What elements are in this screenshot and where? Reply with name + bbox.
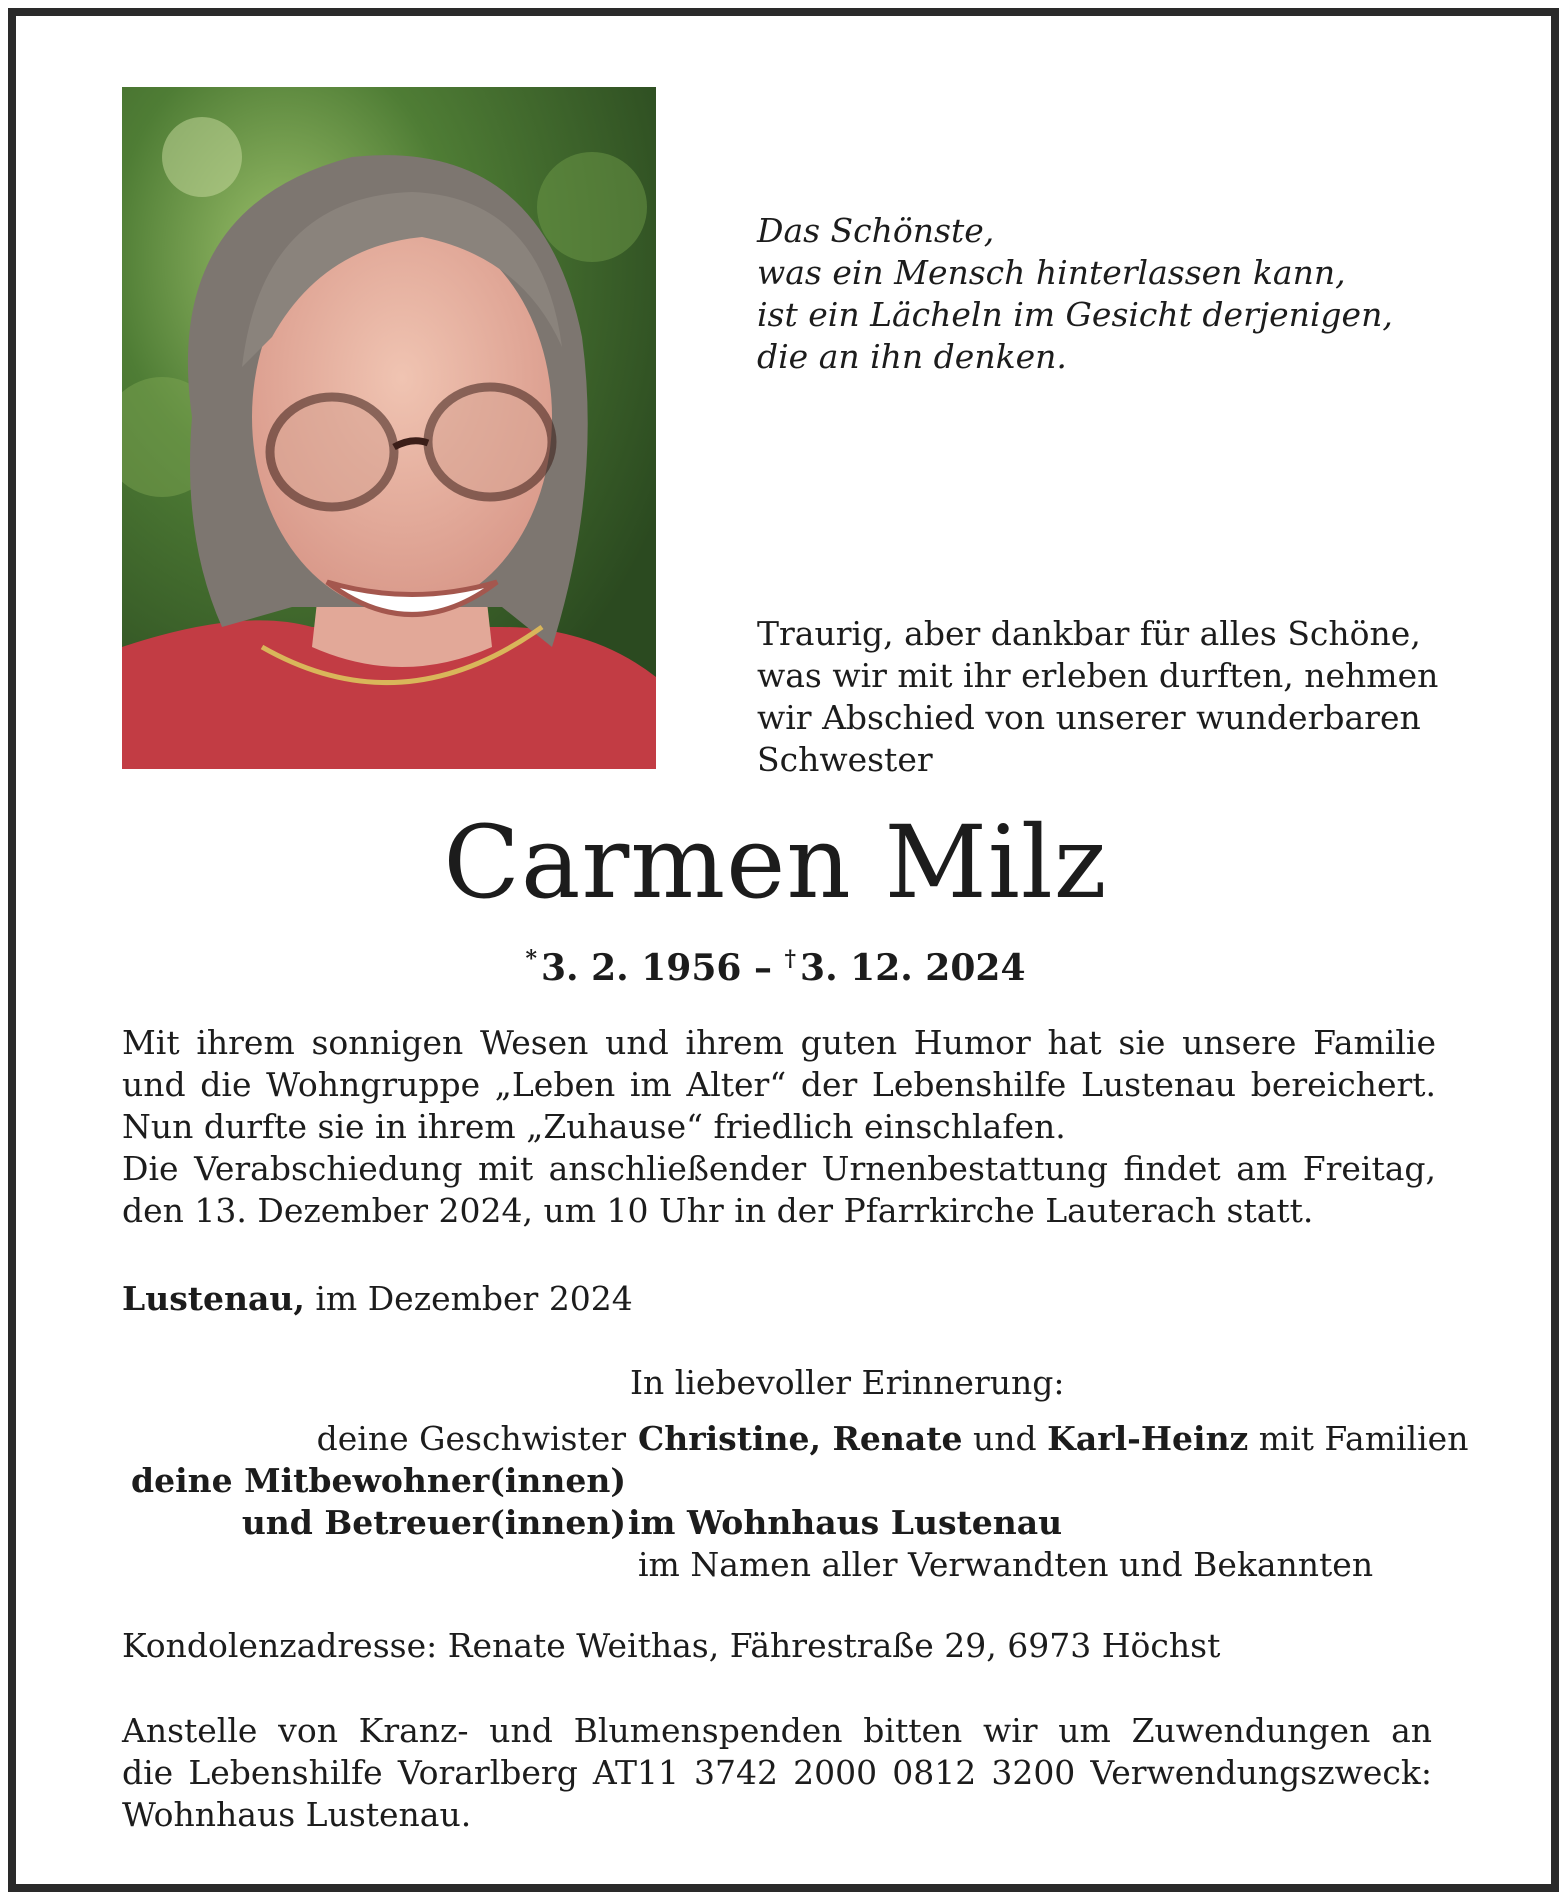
death-date: 3. 12. 2024 xyxy=(800,947,1026,989)
body-line: Die Verabschiedung mit anschließender Urnenbestattung findet am Freitag, xyxy=(122,1149,1436,1188)
intro-text xyxy=(757,613,1438,781)
siblings-names xyxy=(638,1418,1468,1460)
relatives-line: im Namen aller Verwandten und Bekannten xyxy=(638,1545,1374,1584)
birth-date: 3. 2. 1956 xyxy=(541,947,742,989)
cohab-place: im Wohnhaus Lustenau xyxy=(628,1503,1063,1542)
memory-heading: In liebevoller Erinnerung: xyxy=(630,1363,1065,1402)
death-symbol: † xyxy=(784,946,797,972)
deceased-name: Carmen Milz xyxy=(443,804,1108,921)
place-date xyxy=(122,1278,633,1320)
quote-line: was ein Mensch hinterlassen kann, xyxy=(757,253,1346,292)
cohab-title-2-wrap xyxy=(0,1502,626,1544)
sibling-names-1: Christine, Renate xyxy=(638,1419,963,1458)
quote-line: Das Schönste, xyxy=(757,211,995,250)
intro-line: Schwester xyxy=(757,740,933,779)
quote-line: ist ein Lächeln im Gesicht derjenigen, xyxy=(757,295,1393,334)
body-line: Mit ihrem sonnigen Wesen und ihrem guten Humor hat sie unsere Familie xyxy=(122,1023,1436,1062)
intro-line: was wir mit ihr erleben durften, nehmen xyxy=(757,656,1439,695)
cohab-title-2: und Betreuer(innen) xyxy=(241,1503,626,1542)
body-line: den 13. Dezember 2024, um 10 Uhr in der Pfarrkirche Lauterach statt. xyxy=(122,1191,1314,1230)
donation-note xyxy=(122,1710,1432,1836)
donation-line: die Lebenshilfe Vorarlberg AT11 3742 2000 0812 3200 Verwendungszweck: xyxy=(122,1753,1432,1792)
cohab-place-wrap xyxy=(628,1502,1062,1544)
sibling-names-2: Karl-Heinz xyxy=(1047,1419,1249,1458)
date-separator: – xyxy=(741,947,785,989)
portrait-illustration xyxy=(122,87,656,769)
donation-line: Anstelle von Kranz- und Blumenspenden bitten wir um Zuwendungen an xyxy=(122,1711,1432,1750)
body-line: Nun durfte sie in ihrem „Zuhause“ friedlich einschlafen. xyxy=(122,1107,1066,1146)
siblings-prefix: deine Geschwister xyxy=(316,1419,626,1458)
siblings-suffix: mit Familien xyxy=(1248,1419,1469,1458)
intro-line: Traurig, aber dankbar für alles Schöne, xyxy=(757,614,1421,653)
condolence-address: Kondolenzadresse: Renate Weithas, Fährestraße 29, 6973 Höchst xyxy=(122,1626,1221,1665)
memorial-quote xyxy=(757,210,1393,378)
portrait-photo xyxy=(122,87,656,769)
life-dates xyxy=(0,937,1551,990)
intro-line: wir Abschied von unserer wunderbaren xyxy=(757,698,1421,737)
place-month: im Dezember 2024 xyxy=(304,1279,633,1318)
body-line: und die Wohngruppe „Leben im Alter“ der Lebenshilfe Lustenau bereichert. xyxy=(122,1065,1436,1104)
donation-line: Wohnhaus Lustenau. xyxy=(122,1795,472,1834)
siblings-and: und xyxy=(962,1419,1048,1458)
cohab-line-1 xyxy=(0,1460,626,1502)
body-text xyxy=(122,1022,1436,1232)
place-city: Lustenau, xyxy=(122,1279,305,1318)
birth-symbol: * xyxy=(525,946,537,972)
quote-line: die an ihn denken. xyxy=(757,337,1067,376)
cohab-title-1: deine Mitbewohner(innen) xyxy=(131,1461,626,1500)
